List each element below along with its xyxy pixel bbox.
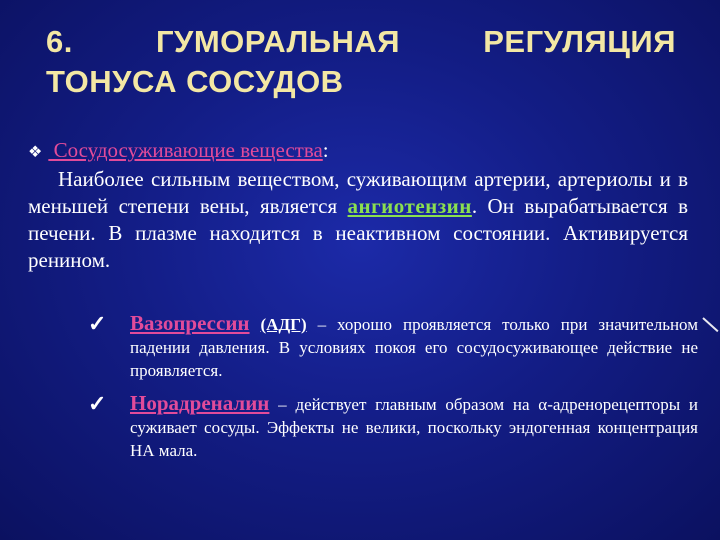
noradrenaline-text: – действует главным образом на α-адренорецепторы и суживает сосуды. Эффекты не велики, поскольку эндогенная концентрация НА мала.	[130, 395, 698, 460]
paragraph-text-1: Наиболее сильным веществом, суживающим артерии, артериолы и в меньшей степени вены, является	[28, 167, 688, 218]
noradrenaline-term: Норадреналин	[130, 391, 270, 415]
decorative-line	[702, 317, 718, 332]
list-item	[88, 392, 698, 462]
checkmark-icon: ✓	[88, 391, 107, 416]
title-line-2: ТОНУСА СОСУДОВ	[46, 64, 344, 99]
list-item	[88, 312, 698, 382]
section-heading	[28, 136, 329, 167]
vasopressin-text: – хорошо проявляется только при значительном падении давления. В условиях покоя его сосудосуживающее действие не проявляется.	[130, 315, 698, 380]
diamond-bullet-icon: ❖	[28, 144, 43, 161]
title-number: 6.	[46, 24, 73, 59]
angiotensin-term: ангиотензин	[347, 194, 472, 218]
section-colon: :	[322, 138, 329, 162]
title-word-1: ГУМОРАЛЬНАЯ	[155, 24, 401, 59]
paragraph-text-2: . Он вырабатывается в печени. В плазме находится в неактивном состоянии. Активируется ренином.	[28, 194, 688, 272]
vasopressin-abbr: (АДГ)	[260, 315, 307, 334]
slide-title	[46, 22, 676, 102]
section-term: Сосудосуживающие вещества	[48, 138, 323, 162]
checkmark-icon: ✓	[88, 311, 107, 336]
vasopressin-term: Вазопрессин	[130, 311, 250, 335]
intro-paragraph	[28, 166, 688, 274]
title-word-2: РЕГУЛЯЦИЯ	[483, 24, 676, 59]
title-line-1	[46, 22, 676, 62]
